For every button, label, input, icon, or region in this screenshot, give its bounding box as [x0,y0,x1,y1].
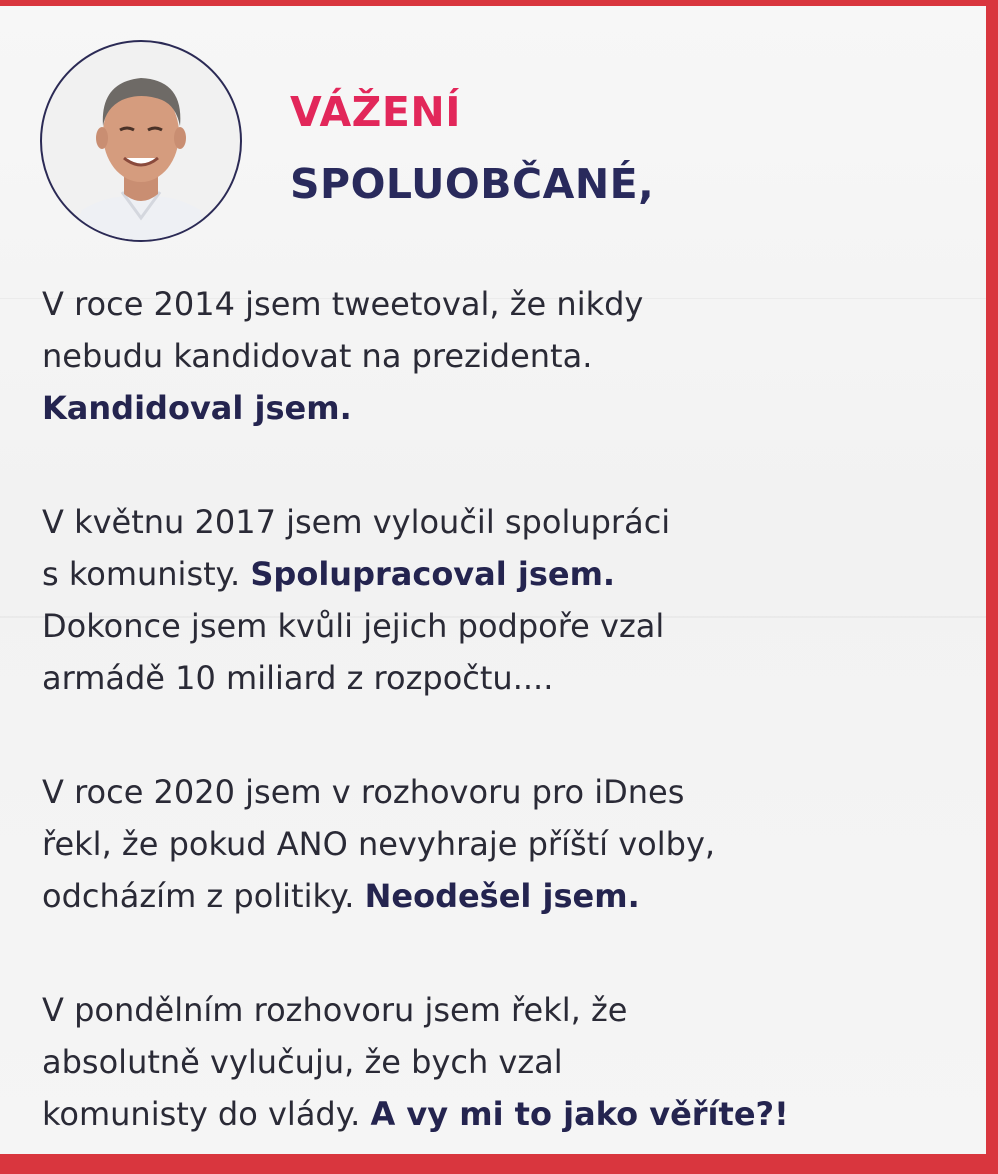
paragraph-emphasis: Spolupracoval jsem. [250,555,616,593]
paragraph-monday [42,984,962,1140]
person-portrait-icon [42,42,240,240]
paragraph-2017 [42,496,962,704]
paragraph-line: absolutně vylučuju, že bych vzal [42,1043,563,1081]
paragraph-line: nebudu kandidovat na prezidenta. [42,337,593,375]
paragraph-2020 [42,766,962,922]
paragraph-line: komunisty do vlády. [42,1095,361,1133]
ear-shape [96,127,108,149]
poster [0,6,986,1154]
paragraph-line: V květnu 2017 jsem vyloučil spolupráci [42,503,671,541]
paragraph-emphasis: A vy mi to jako věříte?! [370,1095,789,1133]
body-text [42,278,962,1154]
ear-shape [174,127,186,149]
paragraph-line: Dokonce jsem kvůli jejich podpoře vzal [42,607,665,645]
paragraph-line: odcházím z politiky. [42,877,355,915]
paragraph-line: armádě 10 miliard z rozpočtu.... [42,659,554,697]
paragraph-2014 [42,278,962,434]
headline [290,76,654,220]
paragraph-line: s komunisty. [42,555,241,593]
headline-line-1: VÁŽENÍ [290,88,461,136]
paragraph-line: V roce 2014 jsem tweetoval, že nikdy [42,285,644,323]
paragraph-line: V roce 2020 jsem v rozhovoru pro iDnes [42,773,685,811]
portrait-avatar [40,40,242,242]
headline-line-2: SPOLUOBČANÉ, [290,160,655,208]
paragraph-emphasis: Kandidoval jsem. [42,389,352,427]
paragraph-emphasis: Neodešel jsem. [364,877,640,915]
paragraph-line: V pondělním rozhovoru jsem řekl, že [42,991,628,1029]
paragraph-line: řekl, že pokud ANO nevyhraje příští volby, [42,825,716,863]
